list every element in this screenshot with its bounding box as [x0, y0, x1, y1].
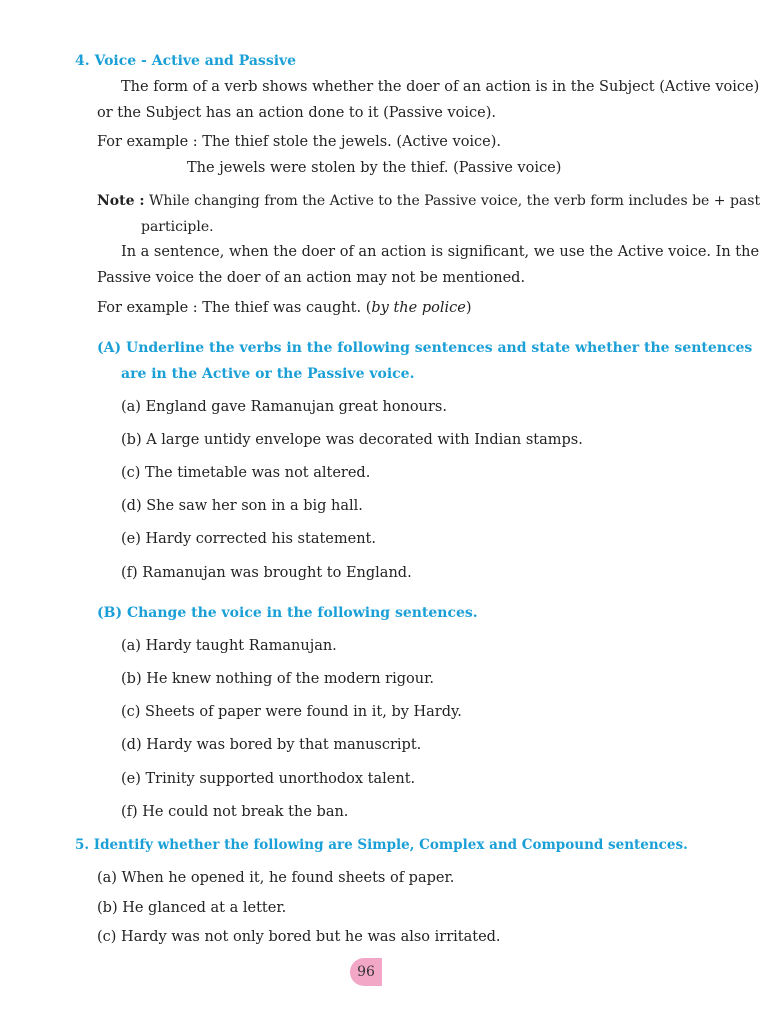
example-2	[97, 298, 472, 318]
paragraph-line-1: In a sentence, when the doer of an action is significant, we use the Active voice. In the	[121, 244, 760, 260]
exercise-a-item: (f) Ramanujan was brought to England.	[121, 565, 412, 581]
paragraph-line-2: Passive voice the doer of an action may not be mentioned.	[97, 270, 526, 286]
page-number: 96	[350, 958, 382, 986]
section-5-item: (b) He glanced at a letter.	[97, 900, 287, 916]
example-1-line-1: For example : The thief stole the jewels. (Active voice).	[97, 134, 502, 150]
exercise-b-item: (c) Sheets of paper were found in it, by Hardy.	[121, 704, 462, 720]
intro-line-2: or the Subject has an action done to it (Passive voice).	[97, 105, 496, 121]
exercise-a-item: (c) The timetable was not altered.	[121, 465, 371, 481]
exercise-a-item: (b) A large untidy envelope was decorated with Indian stamps.	[121, 432, 583, 448]
exercise-a-title-line-2: are in the Active or the Passive voice.	[121, 366, 415, 382]
note-line-1	[97, 191, 760, 211]
example-2-prefix: For example : The thief was caught. (	[97, 300, 372, 316]
section-4-title: 4. Voice - Active and Passive	[75, 53, 297, 69]
note-text: While changing from the Active to the Passive voice, the verb form includes be + past	[149, 193, 761, 209]
intro-line-1: The form of a verb shows whether the doer of an action is in the Subject (Active voice)	[121, 79, 760, 95]
exercise-a-item: (a) England gave Ramanujan great honours.	[121, 399, 447, 415]
exercise-b-item: (b) He knew nothing of the modern rigour.	[121, 671, 435, 687]
section-5-item: (c) Hardy was not only bored but he was also irritated.	[97, 929, 501, 945]
exercise-b-title: (B) Change the voice in the following sentences.	[97, 605, 478, 621]
exercise-b-item: (a) Hardy taught Ramanujan.	[121, 638, 337, 654]
section-5-item: (a) When he opened it, he found sheets of paper.	[97, 870, 455, 886]
example-2-suffix: )	[465, 300, 472, 316]
note-label: Note :	[97, 193, 145, 209]
example-1-line-2: The jewels were stolen by the thief. (Passive voice)	[187, 160, 562, 176]
exercise-b-item: (d) Hardy was bored by that manuscript.	[121, 737, 422, 753]
exercise-b-item: (f) He could not break the ban.	[121, 804, 349, 820]
section-5-title: 5. Identify whether the following are Simple, Complex and Compound sentences.	[75, 837, 688, 853]
exercise-a-item: (e) Hardy corrected his statement.	[121, 531, 376, 547]
note-line-2: participle.	[141, 219, 214, 235]
exercise-a-item: (d) She saw her son in a big hall.	[121, 498, 363, 514]
exercise-a-title-line-1: (A) Underline the verbs in the following sentences and state whether the sentences	[97, 340, 753, 356]
example-2-italic: by the police	[371, 300, 466, 316]
exercise-b-item: (e) Trinity supported unorthodox talent.	[121, 771, 416, 787]
